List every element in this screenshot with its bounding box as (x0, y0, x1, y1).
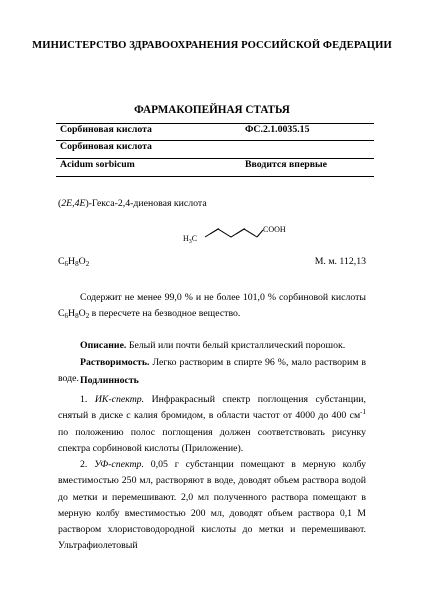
content-paragraph: Содержит не менее 99,0 % и не более 101,0 % сорбиновой кислоты $C_6H_8O_2$ в пересчете на безводное вещество. (58, 292, 366, 321)
iupac-name: (2E,4E)-Гекса-2,4-диеновая кислота (58, 198, 207, 209)
ch3-label: $H_3C$ (183, 234, 198, 245)
status: Вводится впервые (245, 159, 328, 170)
cooh-label: COOH (263, 225, 286, 234)
double-bond-2 (236, 229, 245, 234)
name-ru: Сорбиновая кислота (60, 124, 152, 135)
structural-formula (0, 220, 424, 260)
ministry-heading: МИНИСТЕРСТВО ЗДРАВООХРАНЕНИЯ РОССИЙСКОЙ ФЕДЕРАЦИИ (32, 40, 392, 51)
article-title: ФАРМАКОПЕЙНАЯ СТАТЬЯ (134, 104, 290, 116)
description-paragraph: Описание. Белый или почти белый кристаллический порошок. (80, 340, 346, 351)
solubility-paragraph: Растворимость. Легко растворим в спирте 96 %, мало растворим в воде. (58, 357, 366, 385)
identity-uv-paragraph: 2. УФ-спектр. 0,05 г субстанции помещают в мерную колбу вместимостью 250 мл, растворяют в воде, доводят объем раствора водой до метки и перемешивают. 2,0 мл полученного раствора помещают в мерную колбу вместимостью 200 мл, доводят объем раствора 0,1 М раствором хлористоводородной кислоты до метки и перемешивают. Ультрафиолетовый (58, 459, 366, 552)
article-code: ФС.2.1.0035.15 (245, 124, 310, 135)
carbon-chain (205, 229, 257, 237)
identity-heading: Подлинность (80, 375, 139, 386)
name-ru-second: Сорбиновая кислота (60, 141, 152, 152)
rule-bottom (56, 176, 374, 177)
molecular-formula: $C_6H_8O_2$ (58, 256, 90, 268)
double-bond-1 (210, 229, 219, 234)
identity-ir-paragraph: 1. ИК-спектр. Инфракрасный спектр поглощения субстанции, снятый в диске с калия бромидом, в области частот от 4000 до 400 $см^{-1}$ по положению полос поглощения должен соответствовать рисунку спектра сорбиновой кислоты (Приложение). (58, 394, 367, 454)
molar-mass: М. м. 112,13 (314, 256, 366, 267)
name-latin: Acidum sorbicum (60, 159, 135, 170)
